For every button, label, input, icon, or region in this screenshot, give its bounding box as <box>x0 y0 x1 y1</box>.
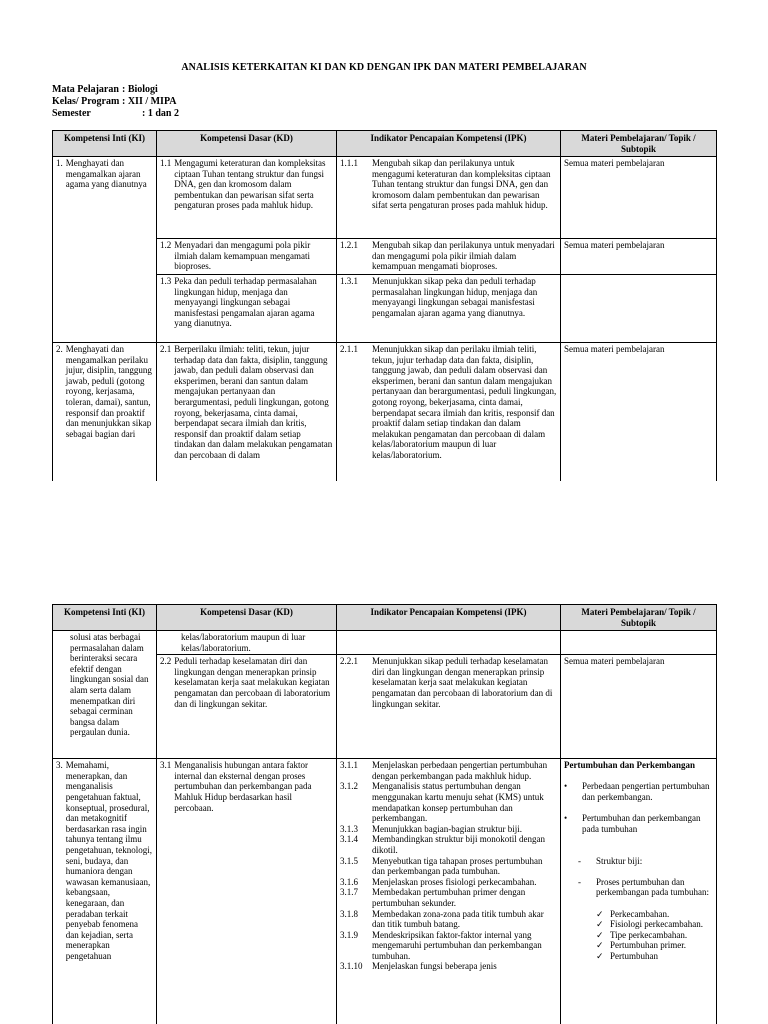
kd-cell: 2.1 Berperilaku ilmiah: teliti, tekun, jujur terhadap data dan fakta, disiplin, tanggung jawab, dan peduli dalam observasi dan eksperimen, berani dan santun dalam mengajukan pertanyaan dan berargumentasi, peduli lingkungan, gotong royong, bekerjasama, cinta damai, berpendapat secara ilmiah dan kritis, responsif dan proaktif dalam setiap tindakan dan dalam melakukan pengamatan dan percobaan di dalam <box>157 343 337 482</box>
materi-cell: Semua materi pembelajaran <box>561 343 717 482</box>
header-ipk: Indikator Pencapaian Kompetensi (IPK) <box>337 131 561 157</box>
ipk-item: 3.1.2 Menganalisis status pertumbuhan dengan menggunakan kartu menuju sehat (KMS) untuk mendapatkan konsep pertumbuhan dan perkembangan. <box>340 781 544 824</box>
ki-cell: 2. Menghayati dan mengamalkan perilaku jujur, disiplin, tanggung jawab, peduli (gotong royong, kerjasama, toleran, damai), santun, responsif dan proaktif dan menunjukkan sikap sebagai bagian dari <box>53 343 157 482</box>
materi-bullet: • Perbedaan pengertian pertumbuhan dan perkembangan. <box>564 781 710 802</box>
kd-cell: 3.1 Menganalisis hubungan antara faktor internal dan eksternal dengan proses pertumbuhan dan perkembangan pada Mahluk Hidup berdasarkan hasil percobaan. <box>157 759 337 1024</box>
table-row <box>53 631 717 655</box>
table-header-row <box>53 605 717 631</box>
materi-check-item: ✓ Perkecambahan. <box>596 908 670 919</box>
analysis-table-page-2 <box>52 604 717 1024</box>
table-header-row <box>53 131 717 157</box>
ipk-cell: 1.3.1 Menunjukkan sikap peka dan peduli terhadap permasalahan lingkungan hidup, menjaga dan menyayangi lingkungan sebagai manisfestasi pengamalan ajaran agama yang dianutnya. <box>337 275 561 343</box>
analysis-table-page-1 <box>52 130 717 481</box>
materi-check-item: ✓ Pertumbuhan primer. <box>596 940 686 951</box>
materi-check-item: ✓ Tipe perkecambahan. <box>596 929 688 940</box>
checkmark-icon: ✓ <box>596 929 604 940</box>
materi-cell <box>561 631 717 655</box>
materi-heading: Pertumbuhan dan Perkembangan <box>564 760 696 771</box>
dash-icon: - <box>578 876 581 887</box>
dash-icon: - <box>578 855 581 866</box>
ipk-cell: 1.2.1 Mengubah sikap dan perilakunya untuk menyadari dan mengagumi pola pikir ilmiah dalam kemampuan mengamati bioproses. <box>337 239 561 275</box>
materi-subitem: - Struktur biji: <box>578 855 643 866</box>
document-page-2 <box>0 604 768 1024</box>
document-title: ANALISIS KETERKAITAN KI DAN KD DENGAN IPK DAN MATERI PEMBELAJARAN <box>181 62 587 73</box>
header-materi: Materi Pembelajaran/ Topik / Subtopik <box>561 605 717 631</box>
ipk-item: 3.1.10 Menjelaskan fungsi beberapa jenis <box>340 961 497 972</box>
kd-cell: 2.2 Peduli terhadap keselamatan diri dan lingkungan dengan menerapkan prinsip keselamatan kerja saat melakukan kegiatan pengamatan dan percobaan di laboratorium dan di lingkungan sekitar. <box>157 655 337 759</box>
ipk-cell: 2.1.1 Menunjukkan sikap dan perilaku ilmiah teliti, tekun, jujur terhadap data dan fakta, disiplin, tanggung jawab, dan peduli dalam observasi dan eksperimen, berani dan santun dalam mengajukan pertanyaan dan berargumentasi, peduli lingkungan, gotong royong, bekerjasama, cinta damai, berpendapat secara ilmiah dan kritis, responsif dan proaktif dalam setiap tindakan dan dalam melakukan pengamatan dan percobaan di dalam kelas/laboratorium maupun di luar kelas/laboratorium. <box>337 343 561 482</box>
ipk-item: 3.1.7 Membedakan pertumbuhan primer dengan pertumbuhan sekunder. <box>340 887 526 908</box>
ipk-cell <box>337 631 561 655</box>
materi-subitem: - Proses pertumbuhan dan perkembangan pada tumbuhan: <box>578 876 709 898</box>
materi-check-item: ✓ Pertumbuhan <box>596 950 658 961</box>
ki-cell: solusi atas berbagai permasalahan dalam berinteraksi secara efektif dengan lingkungan sosial dan alam serta dalam menempatkan diri sebagai cerminan bangsa dalam pergaulan dunia. <box>53 631 157 759</box>
header-ki: Kompetensi Inti (KI) <box>53 605 157 631</box>
bullet-icon: • <box>564 781 568 792</box>
materi-check-item: ✓ Fisiologi perkecambahan. <box>596 919 703 930</box>
header-materi: Materi Pembelajaran/ Topik / Subtopik <box>561 131 717 157</box>
materi-cell: Semua materi pembelajaran <box>561 157 717 239</box>
header-ki: Kompetensi Inti (KI) <box>53 131 157 157</box>
header-ipk: Indikator Pencapaian Kompetensi (IPK) <box>337 605 561 631</box>
ki-cell: 1. Menghayati dan mengamalkan ajaran agama yang dianutnya <box>53 157 157 343</box>
ipk-item: 3.1.9 Mendeskripsikan faktor-faktor internal yang mengemaruhi pertumbuhan dan perkembangan tumbuhan. <box>340 929 542 961</box>
ipk-item: 3.1.5 Menyebutkan tiga tahapan proses pertumbuhan dan perkembangan pada tumbuhan. <box>340 855 543 877</box>
table-row <box>53 343 717 482</box>
materi-cell: Semua materi pembelajaran <box>561 655 717 759</box>
header-kd: Kompetensi Dasar (KD) <box>157 605 337 631</box>
document-meta <box>52 84 179 120</box>
ipk-item: 3.1.3 Menunjukkan bagian-bagian struktur biji. <box>340 823 522 834</box>
checkmark-icon: ✓ <box>596 919 604 930</box>
ipk-cell: 1.1.1 Mengubah sikap dan perilakunya untuk mengagumi keteraturan dan kompleksitas ciptaan Tuhan tentang struktur dan fungsi DNA, gen dan kromosom dalam pembentukan dan pewarisan sifat serta pengaturan proses pada mahluk hidup. <box>337 157 561 239</box>
materi-cell <box>561 759 717 1024</box>
ki-cell: 3. Memahami, menerapkan, dan menganalisis pengetahuan faktual, konseptual, prosedural, dan metakognitif berdasarkan rasa ingin tahunya tentang ilmu pengetahuan, teknologi, seni, budaya, dan humaniora dengan wawasan kemanusiaan, kebangsaan, kenegaraan, dan peradaban terkait penyebab fenomena dan kejadian, serta menerapkan pengetahuan <box>53 759 157 1024</box>
ipk-cell <box>337 759 561 1024</box>
meta-subject: Mata Pelajaran : Biologi <box>52 84 158 95</box>
table-row <box>53 759 717 1024</box>
checkmark-icon: ✓ <box>596 940 604 951</box>
materi-cell <box>561 275 717 343</box>
meta-semester: Semester : 1 dan 2 <box>52 108 179 119</box>
ipk-item: 3.1.8 Membedakan zona-zona pada titik tumbuh akar dan titik tumbuh batang. <box>340 908 544 930</box>
ipk-item: 3.1.6 Menjelaskan proses fisiologi perkecambahan. <box>340 876 537 887</box>
ipk-item: 3.1.4 Membandingkan struktur biji monokotil dengan dikotil. <box>340 834 545 855</box>
document-page-1 <box>0 0 768 481</box>
materi-cell: Semua materi pembelajaran <box>561 239 717 275</box>
kd-cell: 1.3 Peka dan peduli terhadap permasalahan lingkungan hidup, menjaga dan menyayangi lingkungan sebagai manisfestasi pengamalan ajaran agama yang dianutnya. <box>157 275 337 343</box>
checkmark-icon: ✓ <box>596 908 604 919</box>
bullet-icon: • <box>564 813 568 824</box>
ipk-item: 3.1.1 Menjelaskan perbedaan pengertian pertumbuhan dengan perkembangan pada makhluk hidup. <box>340 760 548 781</box>
meta-class: Kelas/ Program : XII / MIPA <box>52 96 177 107</box>
kd-cell: 1.1 Mengagumi keteraturan dan kompleksitas ciptaan Tuhan tentang struktur dan fungsi DNA, gen dan kromosom dalam pembentukan dan pewarisan sifat serta pengaturan proses pada mahluk hidup. <box>157 157 337 239</box>
kd-cell: 1.2 Menyadari dan mengagumi pola pikir ilmiah dalam kemampuan mengamati bioproses. <box>157 239 337 275</box>
kd-cell: kelas/laboratorium maupun di luar kelas/laboratorium. <box>157 631 337 655</box>
ipk-cell: 2.2.1 Menunjukkan sikap peduli terhadap keselamatan diri dan lingkungan dengan menerapkan prinsip keselamatan kerja saat melakukan kegiatan pengamatan dan percobaan di laboratorium dan di lingkungan sekitar. <box>337 655 561 759</box>
table-row <box>53 157 717 239</box>
header-kd: Kompetensi Dasar (KD) <box>157 131 337 157</box>
checkmark-icon: ✓ <box>596 950 604 961</box>
materi-bullet: • Pertumbuhan dan perkembangan pada tumbuhan <box>564 813 701 834</box>
